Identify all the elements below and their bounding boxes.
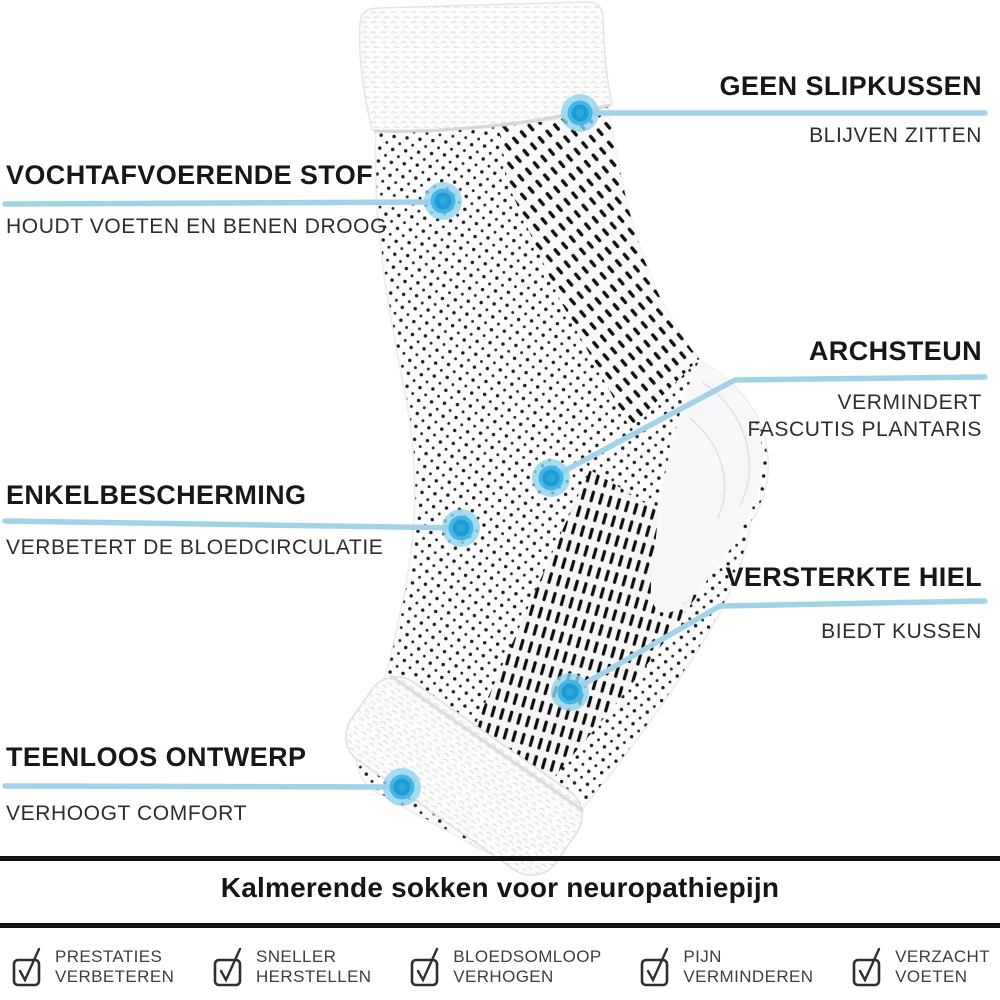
benefit-pijn [638,945,813,989]
benefit-label: PIJN VERMINDEREN [683,946,814,986]
callout-subtitle: BLIJVEN ZITTEN [809,124,982,148]
callout-title: ARCHSTEUN [808,336,982,366]
benefit-herstellen [211,945,371,989]
marker-teenloos-ontwerp [383,768,421,806]
benefit-label: SNELLER HERSTELLEN [256,946,372,986]
callout-title: TEENLOOS ONTWERP [6,742,307,772]
checkbox-check-icon [850,945,886,989]
callout-subtitle: HOUDT VOETEN EN BENEN DROOG [6,215,388,239]
checkbox-check-icon [638,945,674,989]
callout-title: ENKELBESCHERMING [6,480,307,510]
marker-versterkte-hiel [551,673,589,711]
divider-top [0,856,1000,861]
product-title: Kalmerende sokken voor neuropathiepijn [220,872,780,903]
callout-subtitle: VERMINDERT FASCUTIS PLANTARIS [747,391,982,441]
callout-versterkte-hiel [725,562,982,646]
benefit-label: PRESTATIES VERBETEREN [55,946,175,986]
callout-archsteun [744,336,982,443]
marker-archsteun [532,459,570,497]
callout-enkelbescherming [6,480,383,562]
benefit-bloedsomloop [408,945,601,989]
callout-teenloos-ontwerp [6,742,306,828]
callout-geen-slipkussen [719,71,982,150]
checkbox-check-icon [10,945,46,989]
checkbox-check-icon [408,945,444,989]
callout-vochtafvoerende-stof [6,160,387,241]
divider-bottom [0,923,1000,928]
callout-title: VOCHTAFVOERENDE STOF [6,160,374,190]
marker-vochtafvoerende-stof [424,182,462,220]
benefit-label: VERZACHT VOETEN [895,946,990,986]
benefit-label: BLOEDSOMLOOP VERHOGEN [453,946,602,986]
benefits-row [0,937,1000,997]
marker-enkelbescherming [442,509,480,547]
callout-title: GEEN SLIPKUSSEN [719,71,982,101]
benefit-voeten [850,945,990,989]
benefit-prestaties [10,945,174,989]
callout-subtitle: BIEDT KUSSEN [821,620,982,644]
callout-title: VERSTERKTE HIEL [725,562,982,592]
callout-subtitle: VERHOOGT COMFORT [6,802,247,826]
checkbox-check-icon [211,945,247,989]
marker-geen-slipkussen [561,94,599,132]
callout-subtitle: VERBETERT DE BLOEDCIRCULATIE [6,536,384,560]
sock-body [334,2,768,887]
